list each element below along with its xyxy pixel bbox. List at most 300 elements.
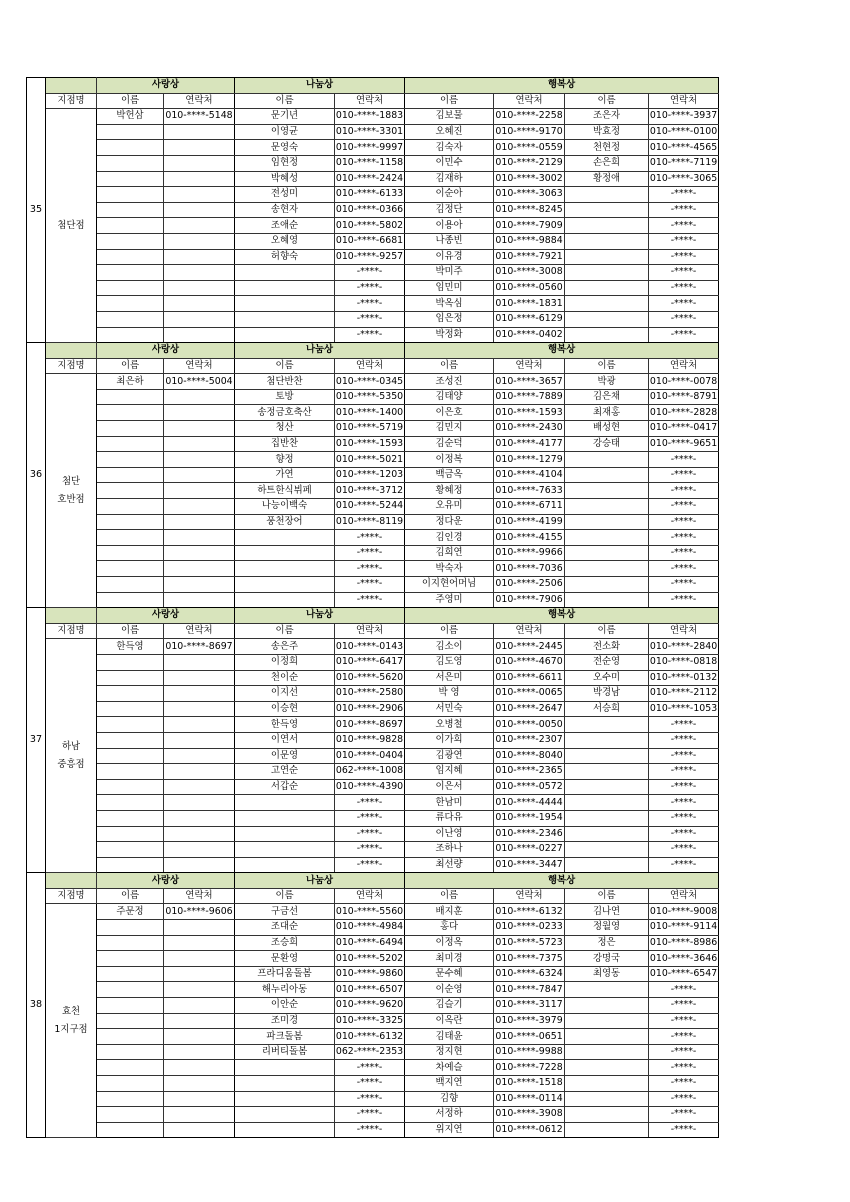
header-name: 이름 xyxy=(97,358,164,374)
name-cell xyxy=(97,701,164,717)
award-header-love: 사랑상 xyxy=(97,608,235,624)
table-row xyxy=(27,467,719,483)
name-cell: 배지훈 xyxy=(405,904,494,920)
name-cell: 김소이 xyxy=(405,639,494,655)
contact-cell: 010-****-9988 xyxy=(494,1044,565,1060)
name-cell: 송은주 xyxy=(235,639,335,655)
name-cell: 이용아 xyxy=(405,218,494,234)
name-cell xyxy=(235,327,335,343)
name-cell xyxy=(565,842,649,858)
contact-cell: 010-****-6417 xyxy=(335,654,405,670)
name-cell xyxy=(97,982,164,998)
contact-cell: 010-****-7119 xyxy=(649,155,719,171)
contact-cell: 010-****-6547 xyxy=(649,966,719,982)
name-cell: 조대순 xyxy=(235,920,335,936)
contact-cell: -****- xyxy=(649,218,719,234)
name-cell: 박헌삼 xyxy=(97,109,164,125)
contact-cell: -****- xyxy=(649,748,719,764)
header-name: 이름 xyxy=(235,623,335,639)
name-cell: 김재하 xyxy=(405,171,494,187)
contact-cell: -****- xyxy=(649,732,719,748)
contact-cell xyxy=(164,732,235,748)
contact-cell xyxy=(164,140,235,156)
header-contact: 연락처 xyxy=(649,888,719,904)
contact-cell: -****- xyxy=(649,1091,719,1107)
contact-cell: 010-****-0366 xyxy=(335,202,405,218)
contact-cell: -****- xyxy=(649,561,719,577)
name-cell: 김태윤 xyxy=(405,1029,494,1045)
contact-cell: 010-****-2506 xyxy=(494,577,565,593)
name-cell: 한득영 xyxy=(97,639,164,655)
table-row xyxy=(27,935,719,951)
table-row xyxy=(27,982,719,998)
contact-cell: -****- xyxy=(335,545,405,561)
header-contact: 연락처 xyxy=(649,93,719,109)
contact-cell xyxy=(164,233,235,249)
contact-cell: -****- xyxy=(649,202,719,218)
award-header-row xyxy=(27,873,719,889)
name-cell: 이옥란 xyxy=(405,1013,494,1029)
contact-cell xyxy=(164,920,235,936)
table-row xyxy=(27,530,719,546)
name-cell xyxy=(97,1029,164,1045)
block-number: 38 xyxy=(27,873,46,1138)
header-contact: 연락처 xyxy=(335,623,405,639)
contact-cell: -****- xyxy=(335,280,405,296)
name-cell: 최영동 xyxy=(565,966,649,982)
name-cell: 이안순 xyxy=(235,998,335,1014)
name-cell xyxy=(565,561,649,577)
name-cell: 강명국 xyxy=(565,951,649,967)
contact-cell: 010-****-4670 xyxy=(494,654,565,670)
name-cell: 최은하 xyxy=(97,374,164,390)
contact-cell: 010-****-8040 xyxy=(494,748,565,764)
header-contact: 연락처 xyxy=(164,93,235,109)
contact-cell: 010-****-3908 xyxy=(494,1107,565,1123)
name-cell: 주문정 xyxy=(97,904,164,920)
contact-cell xyxy=(164,124,235,140)
table-row xyxy=(27,904,719,920)
name-cell: 풍천장어 xyxy=(235,514,335,530)
name-cell xyxy=(97,467,164,483)
name-cell: 오수미 xyxy=(565,670,649,686)
table-row xyxy=(27,405,719,421)
name-cell: 문환영 xyxy=(235,951,335,967)
contact-cell: 010-****-1831 xyxy=(494,296,565,312)
contact-cell: 010-****-3117 xyxy=(494,998,565,1014)
contact-cell xyxy=(164,405,235,421)
award-header-happiness: 행복상 xyxy=(405,343,719,359)
contact-cell: 010-****-2840 xyxy=(649,639,719,655)
name-cell xyxy=(565,592,649,608)
contact-cell xyxy=(164,686,235,702)
contact-cell: -****- xyxy=(649,982,719,998)
name-cell: 김민지 xyxy=(405,421,494,437)
contact-cell xyxy=(164,748,235,764)
name-cell xyxy=(97,514,164,530)
name-cell xyxy=(565,265,649,281)
name-cell: 최선량 xyxy=(405,857,494,873)
contact-cell xyxy=(164,155,235,171)
name-cell xyxy=(235,842,335,858)
contact-cell: -****- xyxy=(649,265,719,281)
contact-cell: 010-****-5021 xyxy=(335,452,405,468)
table-row xyxy=(27,639,719,655)
table-row xyxy=(27,810,719,826)
name-cell xyxy=(565,1091,649,1107)
name-cell: 최미경 xyxy=(405,951,494,967)
contact-cell: 010-****-8697 xyxy=(335,717,405,733)
header-contact: 연락처 xyxy=(335,888,405,904)
name-cell: 문수혜 xyxy=(405,966,494,982)
contact-cell xyxy=(164,389,235,405)
name-cell: 임현정 xyxy=(235,155,335,171)
name-cell xyxy=(97,124,164,140)
header-contact: 연락처 xyxy=(649,623,719,639)
header-branch: 지점명 xyxy=(46,888,97,904)
table-row xyxy=(27,920,719,936)
table-row xyxy=(27,1013,719,1029)
name-cell xyxy=(97,265,164,281)
table-row xyxy=(27,795,719,811)
name-cell: 리버티돌봄 xyxy=(235,1044,335,1060)
contact-cell: -****- xyxy=(335,265,405,281)
table-row xyxy=(27,1122,719,1138)
name-cell xyxy=(97,233,164,249)
name-cell xyxy=(97,654,164,670)
table-row xyxy=(27,483,719,499)
contact-cell: 010-****-0233 xyxy=(494,920,565,936)
branch-name: 첨단 호반점 xyxy=(46,374,97,608)
name-cell: 문영숙 xyxy=(235,140,335,156)
contact-cell: 010-****-6129 xyxy=(494,311,565,327)
name-cell: 파크돌봄 xyxy=(235,1029,335,1045)
name-cell xyxy=(565,296,649,312)
contact-cell xyxy=(164,701,235,717)
contact-cell: 010-****-4199 xyxy=(494,514,565,530)
contact-cell: -****- xyxy=(335,1122,405,1138)
award-header-sharing: 나눔상 xyxy=(235,78,405,94)
contact-cell: 010-****-1400 xyxy=(335,405,405,421)
contact-cell: -****- xyxy=(335,296,405,312)
header-branch: 지점명 xyxy=(46,358,97,374)
name-cell: 김광연 xyxy=(405,748,494,764)
column-header-row xyxy=(27,623,719,639)
name-cell xyxy=(565,1044,649,1060)
contact-cell xyxy=(164,187,235,203)
contact-cell: -****- xyxy=(649,810,719,826)
contact-cell xyxy=(164,857,235,873)
table-row xyxy=(27,171,719,187)
contact-cell: 010-****-7633 xyxy=(494,483,565,499)
name-cell xyxy=(235,577,335,593)
table-row xyxy=(27,1107,719,1123)
name-cell xyxy=(97,686,164,702)
name-cell xyxy=(565,1060,649,1076)
name-cell xyxy=(97,499,164,515)
name-cell: 전순영 xyxy=(565,654,649,670)
contact-cell: 010-****-0612 xyxy=(494,1122,565,1138)
name-cell xyxy=(97,857,164,873)
name-cell: 정지현 xyxy=(405,1044,494,1060)
name-cell: 천현정 xyxy=(565,140,649,156)
contact-cell: 010-****-2258 xyxy=(494,109,565,125)
contact-cell: -****- xyxy=(649,1122,719,1138)
contact-cell: 010-****-7889 xyxy=(494,389,565,405)
table-row xyxy=(27,109,719,125)
contact-cell: 010-****-9620 xyxy=(335,998,405,1014)
name-cell: 이순영 xyxy=(405,982,494,998)
table-row xyxy=(27,296,719,312)
table-row xyxy=(27,826,719,842)
name-cell xyxy=(97,577,164,593)
name-cell: 서은미 xyxy=(405,670,494,686)
contact-cell: 010-****-5350 xyxy=(335,389,405,405)
contact-cell xyxy=(164,1044,235,1060)
contact-cell: 010-****-3646 xyxy=(649,951,719,967)
contact-cell: 010-****-8697 xyxy=(164,639,235,655)
name-cell: 프라디움돌봄 xyxy=(235,966,335,982)
header-contact: 연락처 xyxy=(649,358,719,374)
name-cell: 전성미 xyxy=(235,187,335,203)
contact-cell: 010-****-0227 xyxy=(494,842,565,858)
contact-cell: 010-****-7036 xyxy=(494,561,565,577)
header-name: 이름 xyxy=(405,623,494,639)
contact-cell: 010-****-1593 xyxy=(494,405,565,421)
contact-cell: 010-****-8119 xyxy=(335,514,405,530)
column-header-row xyxy=(27,888,719,904)
name-cell: 김슬기 xyxy=(405,998,494,1014)
contact-cell: 010-****-4565 xyxy=(649,140,719,156)
contact-cell: 010-****-3937 xyxy=(649,109,719,125)
name-cell xyxy=(565,748,649,764)
name-cell xyxy=(97,171,164,187)
name-cell xyxy=(235,545,335,561)
name-cell: 한남미 xyxy=(405,795,494,811)
name-cell xyxy=(235,530,335,546)
header-name: 이름 xyxy=(565,358,649,374)
contact-cell xyxy=(164,670,235,686)
name-cell: 박정화 xyxy=(405,327,494,343)
name-cell xyxy=(565,795,649,811)
name-cell xyxy=(565,218,649,234)
name-cell xyxy=(565,577,649,593)
header-name: 이름 xyxy=(405,93,494,109)
name-cell xyxy=(97,935,164,951)
table-row xyxy=(27,654,719,670)
contact-cell: -****- xyxy=(335,327,405,343)
contact-cell: -****- xyxy=(649,499,719,515)
contact-cell xyxy=(164,1091,235,1107)
table-row xyxy=(27,124,719,140)
name-cell xyxy=(565,857,649,873)
contact-cell: 010-****-7909 xyxy=(494,218,565,234)
contact-cell: 010-****-3063 xyxy=(494,187,565,203)
name-cell: 김은채 xyxy=(565,389,649,405)
name-cell: 오혜영 xyxy=(235,233,335,249)
contact-cell: 010-****-3979 xyxy=(494,1013,565,1029)
header-name: 이름 xyxy=(565,623,649,639)
contact-cell xyxy=(164,530,235,546)
contact-cell: 010-****-2112 xyxy=(649,686,719,702)
name-cell xyxy=(235,265,335,281)
contact-cell: 010-****-5560 xyxy=(335,904,405,920)
contact-cell: 010-****-0100 xyxy=(649,124,719,140)
contact-cell: 010-****-8245 xyxy=(494,202,565,218)
contact-cell xyxy=(164,795,235,811)
contact-cell xyxy=(164,452,235,468)
name-cell xyxy=(565,327,649,343)
name-cell xyxy=(97,920,164,936)
table-row xyxy=(27,732,719,748)
contact-cell xyxy=(164,561,235,577)
award-header-row xyxy=(27,78,719,94)
contact-cell: 010-****-7847 xyxy=(494,982,565,998)
contact-cell: -****- xyxy=(649,717,719,733)
contact-cell xyxy=(164,951,235,967)
header-name: 이름 xyxy=(405,888,494,904)
contact-cell: 010-****-3301 xyxy=(335,124,405,140)
name-cell: 이지선 xyxy=(235,686,335,702)
contact-cell xyxy=(164,202,235,218)
table-row xyxy=(27,545,719,561)
name-cell xyxy=(565,530,649,546)
name-cell xyxy=(235,1122,335,1138)
contact-cell: 010-****-5620 xyxy=(335,670,405,686)
name-cell: 조승희 xyxy=(235,935,335,951)
name-cell: 집반찬 xyxy=(235,436,335,452)
name-cell: 김향 xyxy=(405,1091,494,1107)
name-cell xyxy=(97,155,164,171)
table-row xyxy=(27,1076,719,1092)
name-cell: 박광 xyxy=(565,374,649,390)
contact-cell: -****- xyxy=(649,530,719,546)
name-cell: 최재홍 xyxy=(565,405,649,421)
contact-cell xyxy=(164,592,235,608)
name-cell xyxy=(97,202,164,218)
contact-cell: 010-****-9008 xyxy=(649,904,719,920)
name-cell xyxy=(565,779,649,795)
contact-cell: -****- xyxy=(649,592,719,608)
header-name: 이름 xyxy=(235,888,335,904)
contact-cell: 010-****-9884 xyxy=(494,233,565,249)
name-cell xyxy=(565,233,649,249)
table-row xyxy=(27,421,719,437)
name-cell: 정월영 xyxy=(565,920,649,936)
name-cell: 백지연 xyxy=(405,1076,494,1092)
name-cell: 향정 xyxy=(235,452,335,468)
contact-cell: 010-****-6494 xyxy=(335,935,405,951)
award-header-sharing: 나눔상 xyxy=(235,608,405,624)
contact-cell: 010-****-6611 xyxy=(494,670,565,686)
contact-cell: 010-****-2365 xyxy=(494,764,565,780)
table-row xyxy=(27,966,719,982)
name-cell xyxy=(235,561,335,577)
contact-cell: 010-****-0402 xyxy=(494,327,565,343)
contact-cell: -****- xyxy=(649,1029,719,1045)
award-header-happiness: 행복상 xyxy=(405,78,719,94)
contact-cell: 010-****-9997 xyxy=(335,140,405,156)
contact-cell: -****- xyxy=(649,1013,719,1029)
contact-cell: 010-****-1279 xyxy=(494,452,565,468)
award-header-love: 사랑상 xyxy=(97,343,235,359)
table-row xyxy=(27,452,719,468)
name-cell: 이은서 xyxy=(405,779,494,795)
name-cell: 이연서 xyxy=(235,732,335,748)
name-cell xyxy=(97,545,164,561)
name-cell: 조성진 xyxy=(405,374,494,390)
contact-cell: -****- xyxy=(649,764,719,780)
contact-cell xyxy=(164,577,235,593)
header-contact: 연락처 xyxy=(164,623,235,639)
header-name: 이름 xyxy=(97,888,164,904)
table-row xyxy=(27,842,719,858)
table-row xyxy=(27,311,719,327)
contact-cell: -****- xyxy=(649,483,719,499)
name-cell: 이지현어머님 xyxy=(405,577,494,593)
contact-cell xyxy=(164,998,235,1014)
contact-cell xyxy=(164,717,235,733)
name-cell xyxy=(97,842,164,858)
name-cell: 이가희 xyxy=(405,732,494,748)
contact-cell: 010-****-2346 xyxy=(494,826,565,842)
name-cell xyxy=(235,311,335,327)
contact-cell: -****- xyxy=(649,452,719,468)
contact-cell: 010-****-3712 xyxy=(335,483,405,499)
header-branch: 지점명 xyxy=(46,623,97,639)
table-row xyxy=(27,233,719,249)
contact-cell: 010-****-6132 xyxy=(335,1029,405,1045)
contact-cell: 010-****-1883 xyxy=(335,109,405,125)
name-cell xyxy=(97,249,164,265)
name-cell xyxy=(97,1107,164,1123)
table-row xyxy=(27,1091,719,1107)
name-cell xyxy=(97,530,164,546)
contact-cell: 010-****-0651 xyxy=(494,1029,565,1045)
name-cell xyxy=(97,187,164,203)
name-cell: 해누리아동 xyxy=(235,982,335,998)
table-row xyxy=(27,748,719,764)
award-header-sharing: 나눔상 xyxy=(235,873,405,889)
name-cell: 김희연 xyxy=(405,545,494,561)
name-cell xyxy=(565,732,649,748)
name-cell xyxy=(565,249,649,265)
contact-cell: -****- xyxy=(335,311,405,327)
name-cell xyxy=(97,421,164,437)
contact-cell: 010-****-6133 xyxy=(335,187,405,203)
name-cell xyxy=(97,966,164,982)
award-header-row xyxy=(27,608,719,624)
name-cell xyxy=(97,389,164,405)
contact-cell: 010-****-5202 xyxy=(335,951,405,967)
name-cell: 고연순 xyxy=(235,764,335,780)
header-contact: 연락처 xyxy=(494,623,565,639)
contact-cell: 062-****-2353 xyxy=(335,1044,405,1060)
name-cell xyxy=(565,452,649,468)
name-cell: 이승현 xyxy=(235,701,335,717)
name-cell xyxy=(97,218,164,234)
name-cell: 오병철 xyxy=(405,717,494,733)
contact-cell xyxy=(164,1013,235,1029)
table-row xyxy=(27,187,719,203)
contact-cell: 010-****-6507 xyxy=(335,982,405,998)
contact-cell: -****- xyxy=(335,1076,405,1092)
name-cell xyxy=(565,202,649,218)
name-cell: 류다유 xyxy=(405,810,494,826)
name-cell: 나종빈 xyxy=(405,233,494,249)
contact-cell: -****- xyxy=(649,327,719,343)
contact-cell: 010-****-0818 xyxy=(649,654,719,670)
